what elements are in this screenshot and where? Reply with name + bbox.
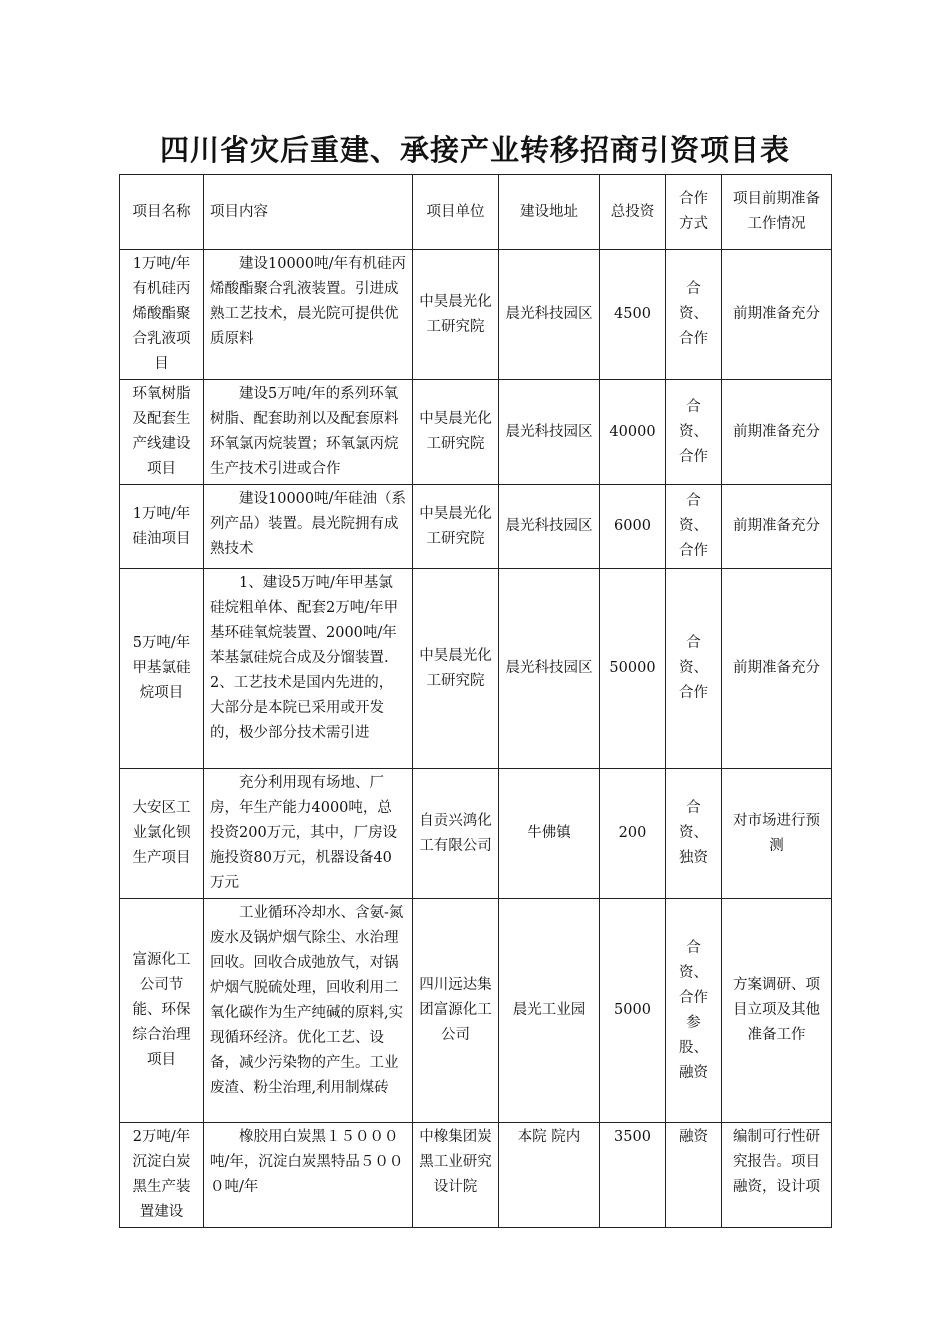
cell-unit: 中昊晨光化工研究院 (413, 380, 499, 485)
cell-content (204, 485, 413, 569)
cell-content (204, 769, 413, 899)
cell-unit: 四川远达集团富源化工公司 (413, 899, 499, 1123)
cell-name: 大安区工业氯化钡生产项目 (120, 769, 204, 899)
cell-unit: 中昊晨光化工研究院 (413, 250, 499, 380)
cell-name: 环氧树脂及配套生产线建设项目 (120, 380, 204, 485)
content-text: 充分利用现有场地、厂房，年生产能力4000吨，总投资200万元，其中，厂房设施投资80万元，机器设备40万元 (210, 775, 398, 891)
cell-unit: 中昊晨光化工研究院 (413, 569, 499, 769)
cell-content (204, 250, 413, 380)
cell-prep: 对市场进行预测 (722, 769, 832, 899)
cell-prep: 前期准备充分 (722, 380, 832, 485)
header-investment: 总投资 (600, 175, 666, 250)
cell-prep: 方案调研、项目立项及其他准备工作 (722, 899, 832, 1123)
cell-investment: 6000 (600, 485, 666, 569)
cell-location: 晨光科技园区 (499, 485, 600, 569)
table-row (120, 1123, 832, 1228)
cell-name: 5万吨/年甲基氯硅烷项目 (120, 569, 204, 769)
content-text: 1、建设5万吨/年甲基氯硅烷粗单体、配套2万吨/年甲基环硅氧烷装置、2000吨/年苯基氯硅烷合成及分馏装置. 2、工艺技术是国内先进的，大部分是本院已采用或开发的，极少部分技术需引进 (210, 575, 399, 741)
cell-name: 1万吨/年硅油项目 (120, 485, 204, 569)
cell-mode: 合资、合作 (666, 485, 722, 569)
cell-investment: 200 (600, 769, 666, 899)
cell-prep: 前期准备充分 (722, 250, 832, 380)
cell-name: 富源化工公司节能、环保综合治理项目 (120, 899, 204, 1123)
table-row (120, 569, 832, 769)
content-text: 建设5万吨/年的系列环氧树脂、配套助剂以及配套原料环氧氯丙烷装置；环氧氯丙烷生产技术引进或合作 (210, 386, 399, 477)
header-unit: 项目单位 (413, 175, 499, 250)
content-text: 建设10000吨/年硅油（系列产品）装置。晨光院拥有成熟技术 (210, 491, 407, 557)
table-row (120, 250, 832, 380)
table-row (120, 899, 832, 1123)
header-prep: 项目前期准备工作情况 (722, 175, 832, 250)
cell-content (204, 899, 413, 1123)
cell-prep: 前期准备充分 (722, 569, 832, 769)
header-content: 项目内容 (204, 175, 413, 250)
header-name: 项目名称 (120, 175, 204, 250)
cell-location: 晨光科技园区 (499, 569, 600, 769)
content-text: 建设10000吨/年有机硅丙烯酸酯聚合乳液装置。引进成熟工艺技术，晨光院可提供优质原料 (210, 256, 407, 347)
cell-investment: 3500 (600, 1123, 666, 1228)
cell-prep: 前期准备充分 (722, 485, 832, 569)
cell-investment: 5000 (600, 899, 666, 1123)
cell-content (204, 1123, 413, 1228)
cell-location: 晨光科技园区 (499, 250, 600, 380)
header-location: 建设地址 (499, 175, 600, 250)
cell-content (204, 569, 413, 769)
cell-unit: 中橡集团炭黑工业研究设计院 (413, 1123, 499, 1228)
content-text: 橡胶用白炭黑１５０００吨/年，沉淀白炭黑特品５０００吨/年 (210, 1129, 404, 1195)
projects-table (119, 174, 832, 1228)
cell-unit: 自贡兴鸿化工有限公司 (413, 769, 499, 899)
content-text: 工业循环冷却水、含氨-氮废水及锅炉烟气除尘、水治理回收。回收合成弛放气，对锅炉烟气脱硫处理，回收利用二氧化碳作为生产纯碱的原料,实现循环经济。优化工艺、设备，减少污染物的产生。工业废渣、粉尘治理,利用制煤砖 (210, 905, 404, 1096)
cell-investment: 50000 (600, 569, 666, 769)
cell-location: 晨光科技园区 (499, 380, 600, 485)
cell-unit: 中昊晨光化工研究院 (413, 485, 499, 569)
cell-investment: 4500 (600, 250, 666, 380)
cell-location: 本院 院内 (499, 1123, 600, 1228)
cell-mode: 融资 (666, 1123, 722, 1228)
cell-investment: 40000 (600, 380, 666, 485)
header-mode: 合作方式 (666, 175, 722, 250)
cell-mode: 合资、合作参股、融资 (666, 899, 722, 1123)
cell-name: 2万吨/年沉淀白炭黑生产装置建设 (120, 1123, 204, 1228)
page-title: 四川省灾后重建、承接产业转移招商引资项目表 (159, 133, 790, 167)
cell-prep: 编制可行性研究报告。项目融资，设计项 (722, 1123, 832, 1228)
table-row (120, 380, 832, 485)
cell-content (204, 380, 413, 485)
cell-name: 1万吨/年有机硅丙烯酸酯聚合乳液项目 (120, 250, 204, 380)
table-row (120, 485, 832, 569)
cell-mode: 合资、合作 (666, 380, 722, 485)
cell-mode: 合资、合作 (666, 569, 722, 769)
cell-location: 晨光工业园 (499, 899, 600, 1123)
cell-mode: 合资、合作 (666, 250, 722, 380)
table-header-row (120, 175, 832, 250)
table-row (120, 769, 832, 899)
cell-location: 牛佛镇 (499, 769, 600, 899)
cell-mode: 合资、独资 (666, 769, 722, 899)
